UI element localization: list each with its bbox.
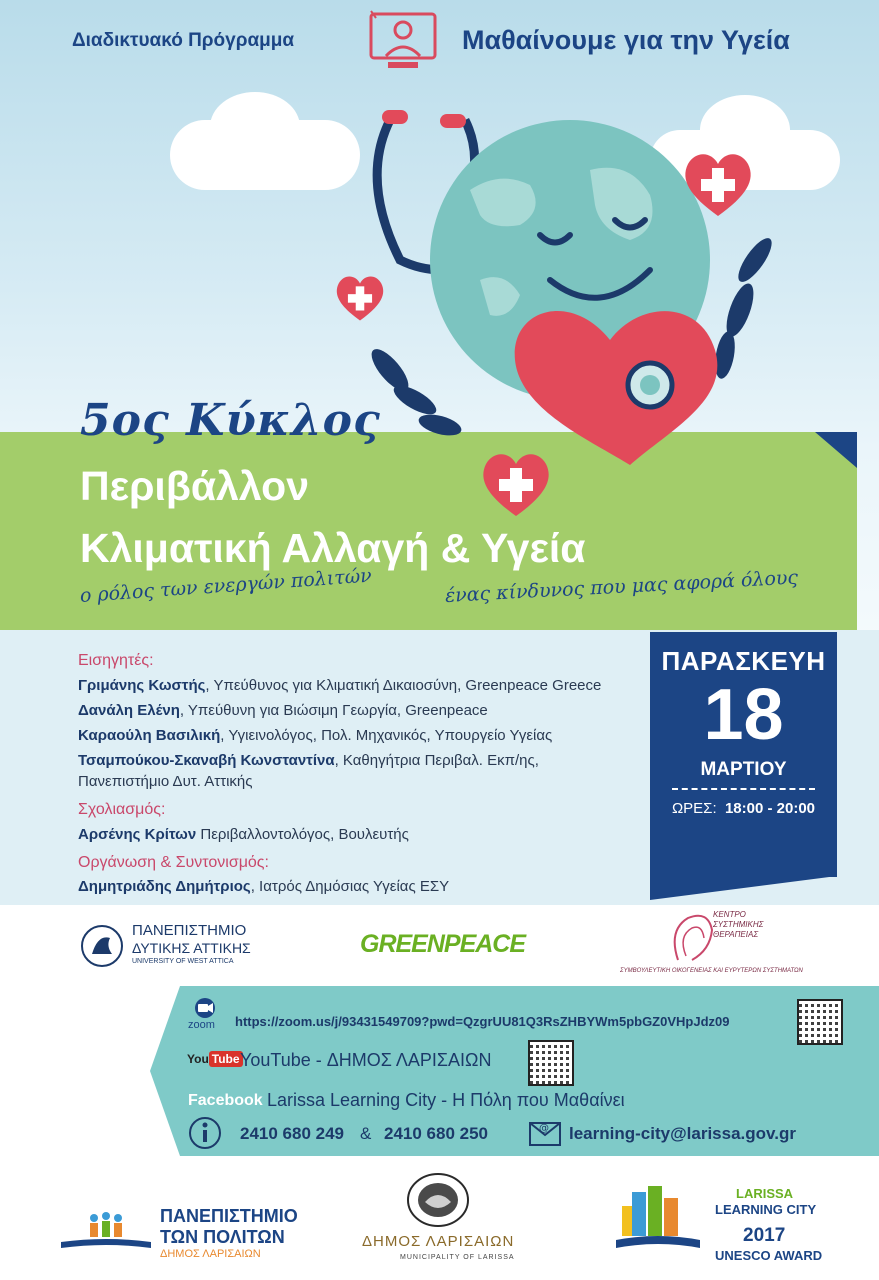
date-divider xyxy=(672,788,815,790)
speaker-affiliation: Πανεπιστήμιο Δυτ. Αττικής xyxy=(78,773,253,790)
commentary-row xyxy=(78,826,409,843)
learning-city-line4: UNESCO AWARD xyxy=(715,1248,823,1263)
facebook-label: Facebook xyxy=(188,1092,263,1109)
speaker-role: , Υγιεινολόγος, Πολ. Μηχανικός, Υπουργείο Υγείας xyxy=(220,727,553,744)
phone-separator: & xyxy=(360,1124,372,1143)
commentary-role: Περιβαλλοντολόγος, Βουλευτής xyxy=(196,826,409,843)
speaker-row xyxy=(78,727,552,744)
youtube-tube: Tube xyxy=(209,1051,243,1067)
citizens-university-logo xyxy=(56,1208,156,1258)
series-title: Μαθαίνουμε για την Υγεία xyxy=(462,25,790,55)
heart-cross-icon xyxy=(680,148,756,218)
organization-row xyxy=(78,878,449,895)
subtitle-left: ο ρόλος των ενεργών πολιτών xyxy=(79,564,373,607)
subtitle-right: ένας κίνδυνος που μας αφορά όλους xyxy=(444,566,799,607)
citizens-university-line3: ΔΗΜΟΣ ΛΑΡΙΣΑΙΩΝ xyxy=(160,1248,261,1260)
learning-city-line3: 2017 xyxy=(743,1225,786,1246)
center-line3: ΘΕΡΑΠΕΙΑΣ xyxy=(713,930,759,939)
center-line1: ΚΕΝΤΡΟ xyxy=(713,910,746,919)
youtube-logo xyxy=(187,1052,243,1066)
info-panel-notch xyxy=(150,986,180,1156)
zoom-icon xyxy=(190,998,220,1018)
speakers-label: Εισηγητές: xyxy=(78,652,154,669)
zoom-link[interactable]: https://zoom.us/j/93431549709?pwd=QzgrUU81Q3RsZHBYWm5pbGZ0VHpJdz09 xyxy=(235,1014,730,1029)
citizens-university-line1: ΠΑΝΕΠΙΣΤΗΜΙΟ xyxy=(160,1206,298,1226)
date-hours xyxy=(650,800,837,817)
date-box-tip xyxy=(650,876,837,900)
uniwa-line1: ΠΑΝΕΠΙΣΤΗΜΙΟ xyxy=(132,922,247,939)
heart-cross-icon xyxy=(478,448,554,518)
phone-2[interactable]: 2410 680 250 xyxy=(384,1124,488,1143)
municipality-seal xyxy=(405,1170,471,1228)
youtube-qr-code[interactable] xyxy=(528,1040,574,1086)
speaker-role: , Υπεύθυνος για Κλιματική Δικαιοσύνη, Greenpeace Greece xyxy=(205,677,602,694)
speaker-name: Δανάλη Ελένη xyxy=(78,702,180,719)
facebook-page[interactable]: Larissa Learning City - Η Πόλη που Μαθαίνει xyxy=(267,1090,625,1110)
center-caption: ΣΥΜΒΟΥΛΕΥΤΙΚΗ ΟΙΚΟΓΕΝΕΙΑΣ ΚΑΙ ΕΥΡΥΤΕΡΩΝ ΣΥΣΤΗΜΑΤΩΝ xyxy=(620,968,803,974)
heart-cross-icon xyxy=(333,272,387,322)
title-line-2: Κλιματική Αλλαγή & Υγεία xyxy=(80,525,586,571)
municipality-name-en: MUNICIPALITY OF LARISSA xyxy=(400,1254,515,1261)
svg-text:@: @ xyxy=(539,1123,549,1134)
cycle-label: 5ος Κύκλος xyxy=(80,395,381,446)
organization-label: Οργάνωση & Συντονισμός: xyxy=(78,854,269,871)
program-label: Διαδικτυακό Πρόγραμμα xyxy=(72,30,295,51)
speaker-name: Καραούλη Βασιλική xyxy=(78,727,221,744)
center-line2: ΣΥΣΤΗΜΙΚΗΣ xyxy=(713,920,764,929)
band-fold-corner xyxy=(815,432,857,468)
uniwa-line2: ΔΥΤΙΚΗΣ ΑΤΤΙΚΗΣ xyxy=(132,940,251,956)
speaker-name: Γριμάνης Κωστής xyxy=(78,677,206,694)
speaker-row xyxy=(78,752,539,769)
municipality-name: ΔΗΜΟΣ ΛΑΡΙΣΑΙΩΝ xyxy=(362,1233,515,1250)
uniwa-logo xyxy=(80,924,124,968)
email-link[interactable]: learning-city@larissa.gov.gr xyxy=(569,1124,796,1143)
info-icon xyxy=(188,1116,222,1150)
online-doctor-icon xyxy=(368,10,438,74)
organization-name: Δημητριάδης Δημήτριος xyxy=(78,878,251,895)
youtube-channel[interactable]: YouTube - ΔΗΜΟΣ ΛΑΡΙΣΑΙΩΝ xyxy=(240,1050,492,1070)
commentary-label: Σχολιασμός: xyxy=(78,801,166,818)
email-icon xyxy=(528,1115,562,1147)
phone-1[interactable]: 2410 680 249 xyxy=(240,1124,344,1143)
organization-role: , Ιατρός Δημόσιας Υγείας ΕΣΥ xyxy=(250,878,450,895)
speaker-role: , Καθηγήτρια Περιβαλ. Εκπ/ης, xyxy=(334,752,539,769)
commentary-name: Αρσένης Κρίτων xyxy=(78,826,197,843)
speaker-row xyxy=(78,677,601,694)
speaker-role: , Υπεύθυνη για Βιώσιμη Γεωργία, Greenpeace xyxy=(179,702,488,719)
speaker-row xyxy=(78,702,488,719)
date-box xyxy=(650,632,837,877)
date-number: 18 xyxy=(703,675,784,755)
citizens-university-line2: ΤΩΝ ΠΟΛΙΤΩΝ xyxy=(160,1227,285,1247)
zoom-qr-code[interactable] xyxy=(797,999,843,1045)
therapy-center-logo xyxy=(668,910,716,966)
learning-city-line1: LARISSA xyxy=(736,1186,794,1201)
learning-city-line2: LEARNING CITY xyxy=(715,1202,817,1217)
date-month: ΜΑΡΤΙΟΥ xyxy=(700,759,787,780)
zoom-label: zoom xyxy=(188,1019,215,1031)
date-day: ΠΑΡΑΣΚΕΥΗ xyxy=(661,646,826,676)
hours-value: 18:00 - 20:00 xyxy=(724,800,816,817)
greenpeace-logo: GREENPEACE xyxy=(360,930,526,958)
learning-city-logo xyxy=(612,1186,704,1262)
title-line-1: Περιβάλλον xyxy=(80,463,310,509)
youtube-you: You xyxy=(187,1052,209,1066)
uniwa-line3: UNIVERSITY OF WEST ATTICA xyxy=(132,958,234,965)
hours-label: ΩΡΕΣ: xyxy=(671,800,717,817)
cloud-left-bump xyxy=(210,92,300,162)
speaker-name: Τσαμπούκου-Σκαναβή Κωνσταντίνα xyxy=(78,752,335,769)
